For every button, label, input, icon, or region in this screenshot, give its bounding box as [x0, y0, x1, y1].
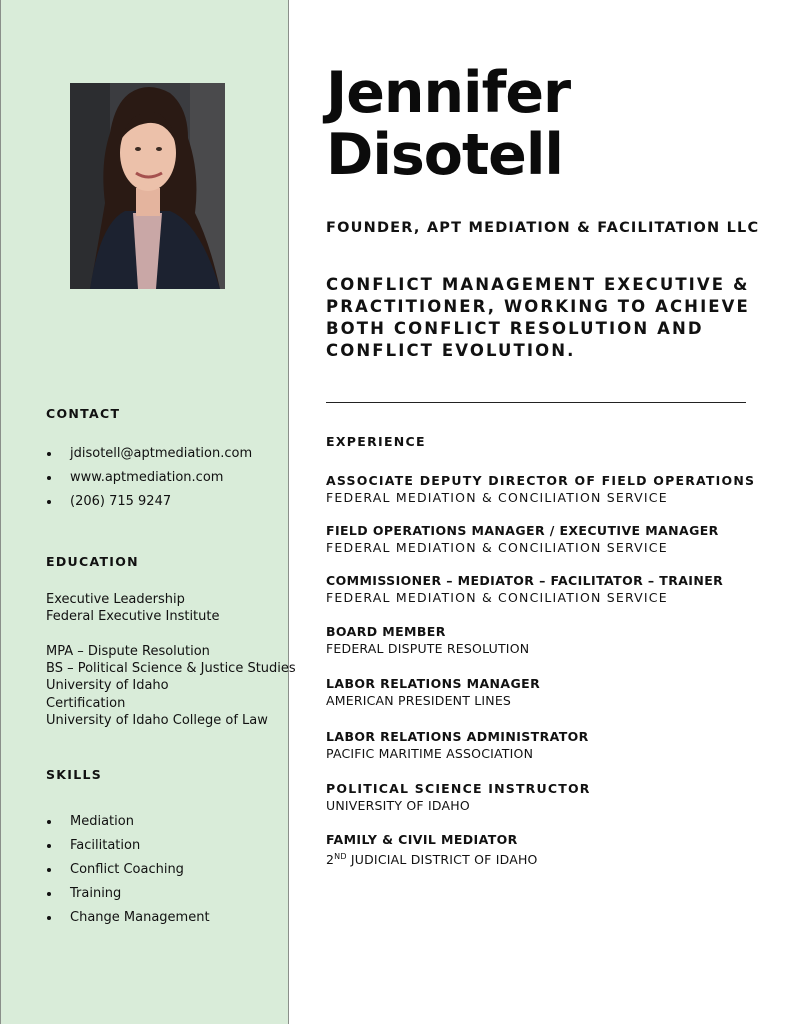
job-title: LABOR RELATIONS MANAGER [326, 676, 541, 691]
job-entry [326, 729, 766, 762]
job-entry [326, 624, 766, 657]
education-line: BS – Political Science & Justice Studies [46, 661, 296, 676]
tagline-line: CONFLICT MANAGEMENT EXECUTIVE & [326, 275, 750, 294]
profile-photo-image [70, 83, 225, 289]
education-line: MPA – Dispute Resolution [46, 644, 210, 659]
job-entry [326, 473, 766, 506]
experience-heading: EXPERIENCE [326, 434, 426, 449]
contact-phone[interactable]: (206) 715 9247 [46, 494, 252, 518]
job-entry [326, 781, 766, 814]
education-line: Certification [46, 696, 126, 711]
job-org-number: 2 [326, 852, 335, 868]
job-title: BOARD MEMBER [326, 624, 446, 639]
job-org: UNIVERSITY OF IDAHO [326, 798, 470, 813]
job-entry [326, 676, 766, 709]
skill-item: Training [46, 886, 210, 910]
education-line: University of Idaho [46, 678, 169, 693]
job-org: FEDERAL MEDIATION & CONCILIATION SERVICE [326, 490, 668, 505]
skill-item: Conflict Coaching [46, 862, 210, 886]
contact-list [46, 446, 252, 518]
last-name: Disotell [326, 122, 563, 188]
founder-title: FOUNDER, APT MEDIATION & FACILITATION LLC [326, 220, 760, 236]
job-entry [326, 832, 766, 868]
job-org-rest: JUDICIAL DISTRICT OF IDAHO [346, 852, 538, 868]
name-heading [326, 62, 570, 186]
skills-heading: SKILLS [46, 767, 103, 782]
skill-item: Mediation [46, 814, 210, 838]
job-entry [326, 523, 766, 556]
job-org: AMERICAN PRESIDENT LINES [326, 693, 512, 708]
skills-list [46, 814, 210, 934]
job-org: FEDERAL DISPUTE RESOLUTION [326, 641, 530, 656]
tagline-line: CONFLICT EVOLUTION. [326, 341, 576, 360]
job-title: ASSOCIATE DEPUTY DIRECTOR OF FIELD OPERATIONS [326, 473, 756, 488]
contact-website[interactable]: www.aptmediation.com [46, 470, 252, 494]
job-org-ordinal: ND [334, 852, 347, 861]
education-line: University of Idaho College of Law [46, 713, 268, 728]
tagline-line: BOTH CONFLICT RESOLUTION AND [326, 319, 704, 338]
divider [326, 402, 746, 403]
job-org [326, 848, 766, 868]
job-org: FEDERAL MEDIATION & CONCILIATION SERVICE [326, 540, 668, 555]
education-heading: EDUCATION [46, 554, 139, 569]
education-line: Executive Leadership [46, 592, 185, 607]
tagline [326, 274, 750, 362]
job-title: POLITICAL SCIENCE INSTRUCTOR [326, 781, 591, 796]
job-title: FIELD OPERATIONS MANAGER / EXECUTIVE MANAGER [326, 523, 719, 538]
job-entry [326, 573, 766, 606]
job-title: COMMISSIONER – MEDIATOR – FACILITATOR – TRAINER [326, 573, 724, 588]
profile-photo [70, 83, 225, 289]
skill-item: Change Management [46, 910, 210, 934]
tagline-line: PRACTITIONER, WORKING TO ACHIEVE [326, 297, 750, 316]
contact-email[interactable]: jdisotell@aptmediation.com [46, 446, 252, 470]
education-line: Federal Executive Institute [46, 609, 220, 624]
job-org: FEDERAL MEDIATION & CONCILIATION SERVICE [326, 590, 668, 605]
skill-item: Facilitation [46, 838, 210, 862]
contact-heading: CONTACT [46, 406, 121, 421]
job-org: PACIFIC MARITIME ASSOCIATION [326, 746, 534, 761]
job-title: LABOR RELATIONS ADMINISTRATOR [326, 729, 589, 744]
job-title: FAMILY & CIVIL MEDIATOR [326, 832, 518, 847]
first-name: Jennifer [326, 60, 571, 126]
